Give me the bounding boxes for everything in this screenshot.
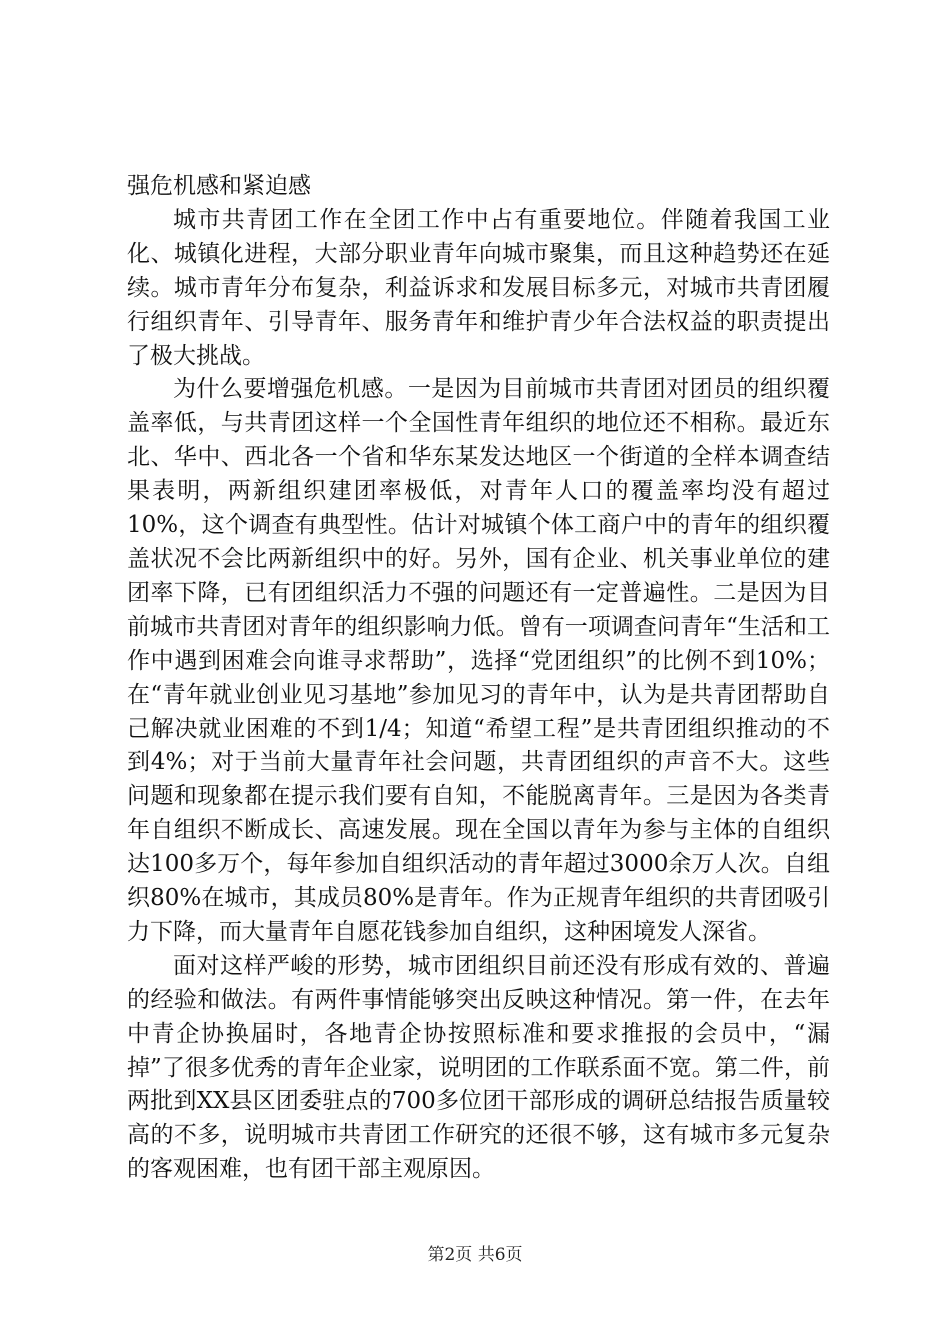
paragraph-2: 为什么要增强危机感。一是因为目前城市共青团对团员的组织覆盖率低，与共青团这样一个全国性青年组织的地位还不相称。最近东北、华中、西北各一个省和华东某发达地区一个街道的全样本调查结果表明，两新组织建团率极低，对青年人口的覆盖率均没有超过10%，这个调查有典型性。估计对城镇个体工商户中的青年的组织覆盖状况不会比两新组织中的好。另外，国有企业、机关事业单位的建团率下降，已有团组织活力不强的问题还有一定普遍性。二是因为目前城市共青团对青年的组织影响力低。曾有一项调查问青年“生活和工作中遇到困难会向谁寻求帮助”，选择“党团组织”的比例不到10%；在“青年就业创业见习基地”参加见习的青年中，认为是共青团帮助自己解决就业困难的不到1/4；知道“希望工程”是共青团组织推动的不到4%；对于当前大量青年社会问题，共青团组织的声音不大。这些问题和现象都在提示我们要有自知，不能脱离青年。三是因为各类青年自组织不断成长、高速发展。现在全国以青年为参与主体的自组织达100多万个，每年参加自组织活动的青年超过3000余万人次。自组织80%在城市，其成员80%是青年。作为正规青年组织的共青团吸引力下降，而大量青年自愿花钱参加自组织，这种困境发人深省。 [127,376,830,945]
paragraph-3: 面对这样严峻的形势，城市团组织目前还没有形成有效的、普遍的经验和做法。有两件事情能够突出反映这种情况。第一件，在去年中青企协换届时，各地青企协按照标准和要求推报的会员中，“漏掉”了很多优秀的青年企业家，说明团的工作联系面不宽。第二件，前两批到XX县区团委驻点的700多位团干部形成的调研总结报告质量较高的不多，说明城市共青团工作研究的还很不够，这有城市多元复杂的客观困难，也有团干部主观原因。 [127,952,830,1183]
section-heading-continuation: 强危机感和紧迫感 [127,173,311,199]
document-body [127,170,830,1187]
page-number-footer: 第2页 共6页 [427,1245,523,1265]
paragraph-1: 城市共青团工作在全团工作中占有重要地位。伴随着我国工业化、城镇化进程，大部分职业青年向城市聚集，而且这种趋势还在延续。城市青年分布复杂，利益诉求和发展目标多元，对城市共青团履行组织青年、引导青年、服务青年和维护青少年合法权益的职责提出了极大挑战。 [127,206,830,369]
